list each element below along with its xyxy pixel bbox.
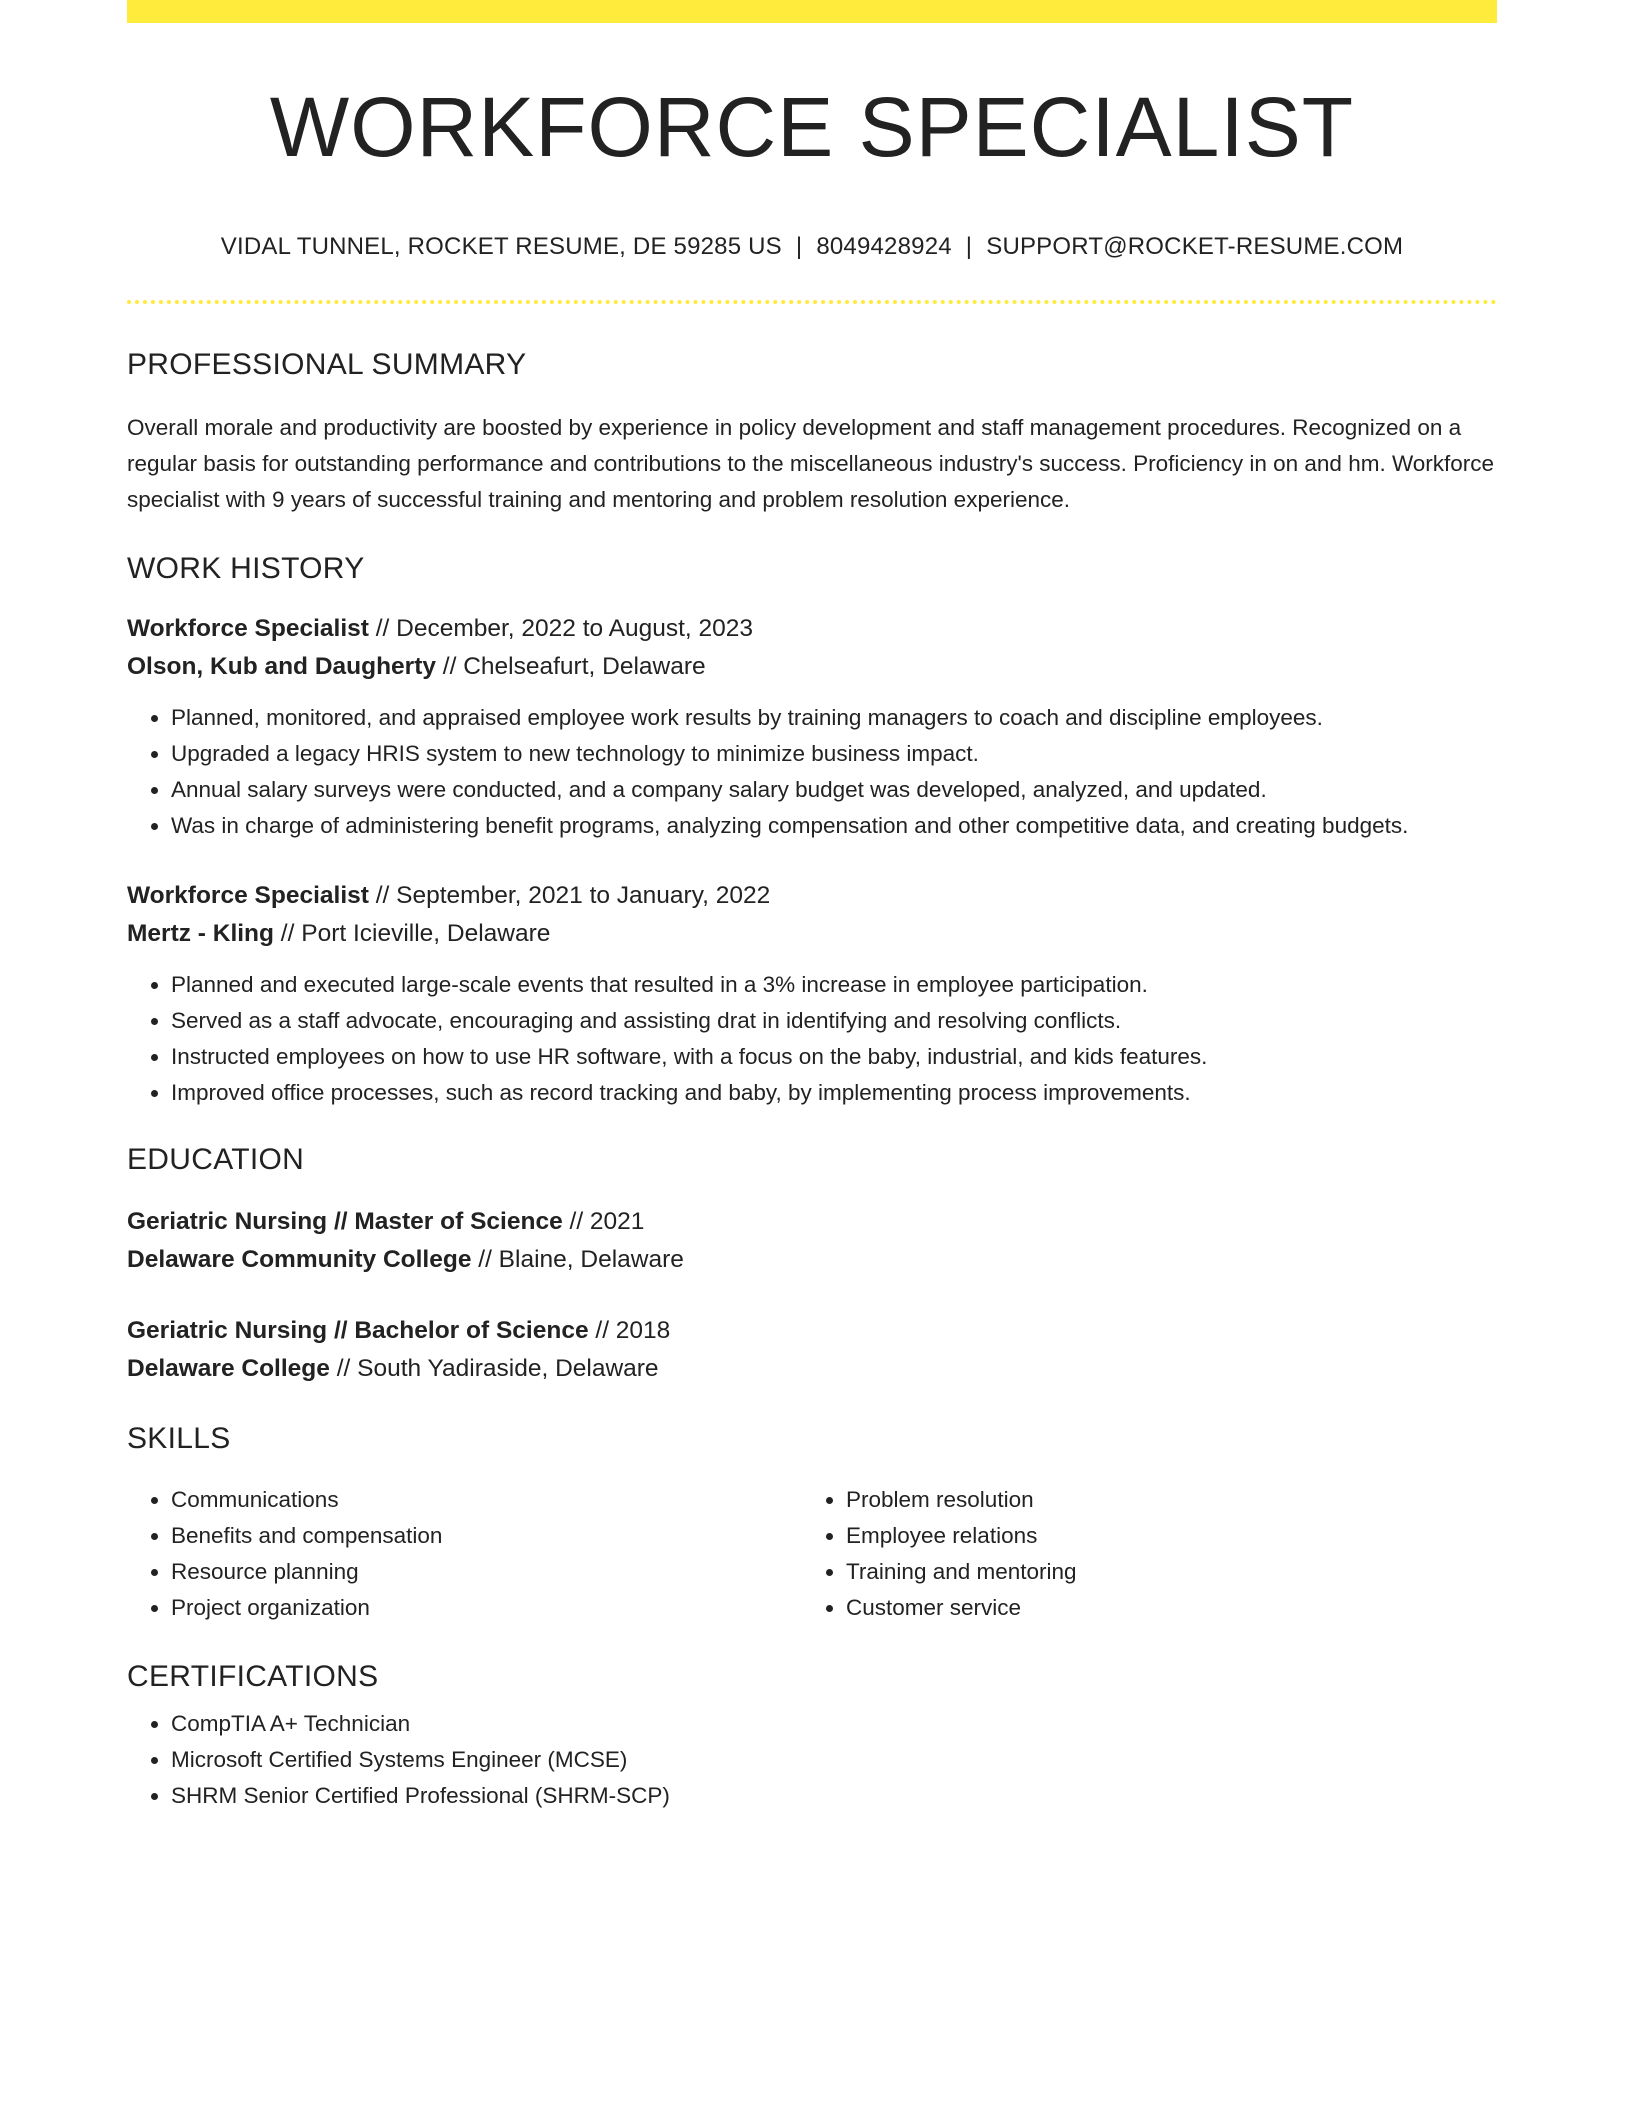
- job-role: Workforce Specialist: [127, 882, 369, 909]
- degree-year: // 2021: [562, 1208, 645, 1235]
- education-heading: EDUCATION: [127, 1143, 305, 1176]
- list-item: • Microsoft Certified Systems Engineer (MCSE): [171, 1742, 1497, 1778]
- work-history-heading: WORK HISTORY: [127, 552, 365, 585]
- dotted-divider: [127, 300, 1497, 304]
- job-1-bullets: [127, 700, 1497, 844]
- job-dates: // December, 2022 to August, 2023: [368, 615, 754, 642]
- school-location: // South Yadiraside, Delaware: [329, 1355, 659, 1382]
- skills-left-list: [127, 1482, 802, 1626]
- job-location: // Chelseafurt, Delaware: [436, 653, 706, 680]
- skills-columns: [127, 1482, 1497, 1626]
- list-item: • Annual salary surveys were conducted, and a company salary budget was developed, analyzed, and updated.: [171, 772, 1497, 808]
- degree-year: // 2018: [588, 1317, 671, 1344]
- certifications-list: [127, 1706, 1497, 1814]
- list-item: • SHRM Senior Certified Professional (SHRM-SCP): [171, 1778, 1497, 1814]
- list-item: • Served as a staff advocate, encouraging and assisting drat in identifying and resolving conflicts.: [171, 1003, 1497, 1039]
- job-dates: // September, 2021 to January, 2022: [368, 882, 771, 909]
- certifications-heading: CERTIFICATIONS: [127, 1660, 379, 1693]
- job-company-line: [127, 648, 1497, 686]
- list-item: • Training and mentoring: [846, 1554, 1477, 1590]
- job-company: Olson, Kub and Daugherty: [127, 653, 436, 680]
- contact-line: [127, 235, 1497, 259]
- list-item: • Upgraded a legacy HRIS system to new technology to minimize business impact.: [171, 736, 1497, 772]
- summary-text: Overall morale and productivity are boosted by experience in policy development and staff management procedures. Recognized on a regular basis for outstanding performance and contributions to the miscellaneous industry's success. Proficiency in on and hm. Workforce specialist with 9 years of successful training and mentoring and problem resolution experience.: [127, 415, 1495, 512]
- contact-address: VIDAL TUNNEL, ROCKET RESUME, DE 59285 US: [220, 233, 782, 260]
- list-item: • Employee relations: [846, 1518, 1477, 1554]
- list-item: • Was in charge of administering benefit programs, analyzing compensation and other competitive data, and creating budgets.: [171, 808, 1497, 844]
- job-location: // Port Icieville, Delaware: [274, 920, 551, 947]
- list-item: • Customer service: [846, 1590, 1477, 1626]
- list-item: • Project organization: [171, 1590, 802, 1626]
- resume-title: WORKFORCE SPECIALIST: [269, 80, 1355, 174]
- job-company-line: [127, 915, 1497, 953]
- contact-email: SUPPORT@ROCKET-RESUME.COM: [986, 233, 1404, 260]
- job-entry-1: [127, 610, 1497, 686]
- school: Delaware Community College: [127, 1246, 472, 1273]
- list-item: • Instructed employees on how to use HR software, with a focus on the baby, industrial, and kids features.: [171, 1039, 1497, 1075]
- education-entry-2: [127, 1312, 1497, 1388]
- job-role: Workforce Specialist: [127, 615, 369, 642]
- list-item: • Communications: [171, 1482, 802, 1518]
- contact-separator: |: [965, 233, 973, 260]
- skills-heading: SKILLS: [127, 1422, 231, 1455]
- list-item: • Improved office processes, such as record tracking and baby, by implementing process improvements.: [171, 1075, 1497, 1111]
- list-item: • Planned and executed large-scale events that resulted in a 3% increase in employee participation.: [171, 967, 1497, 1003]
- skills-right-list: [802, 1482, 1477, 1626]
- school-location: // Blaine, Delaware: [471, 1246, 684, 1273]
- resume-page: [127, 0, 1497, 1814]
- job-role-line: [127, 610, 1497, 648]
- school-line: [127, 1241, 1497, 1279]
- contact-phone: 8049428924: [816, 233, 952, 260]
- school: Delaware College: [127, 1355, 330, 1382]
- degree: Geriatric Nursing // Master of Science: [127, 1208, 563, 1235]
- summary-heading: PROFESSIONAL SUMMARY: [127, 348, 527, 381]
- job-role-line: [127, 877, 1497, 915]
- education-entry-1: [127, 1203, 1497, 1279]
- list-item: • Resource planning: [171, 1554, 802, 1590]
- list-item: • Problem resolution: [846, 1482, 1477, 1518]
- degree-line: [127, 1312, 1497, 1350]
- top-accent-bar: [127, 0, 1497, 23]
- list-item: • Benefits and compensation: [171, 1518, 802, 1554]
- degree: Geriatric Nursing // Bachelor of Science: [127, 1317, 589, 1344]
- degree-line: [127, 1203, 1497, 1241]
- school-line: [127, 1350, 1497, 1388]
- list-item: • Planned, monitored, and appraised employee work results by training managers to coach and discipline employees.: [171, 700, 1497, 736]
- job-entry-2: [127, 877, 1497, 953]
- contact-separator: |: [795, 233, 803, 260]
- job-2-bullets: [127, 967, 1497, 1111]
- job-company: Mertz - Kling: [127, 920, 274, 947]
- list-item: • CompTIA A+ Technician: [171, 1706, 1497, 1742]
